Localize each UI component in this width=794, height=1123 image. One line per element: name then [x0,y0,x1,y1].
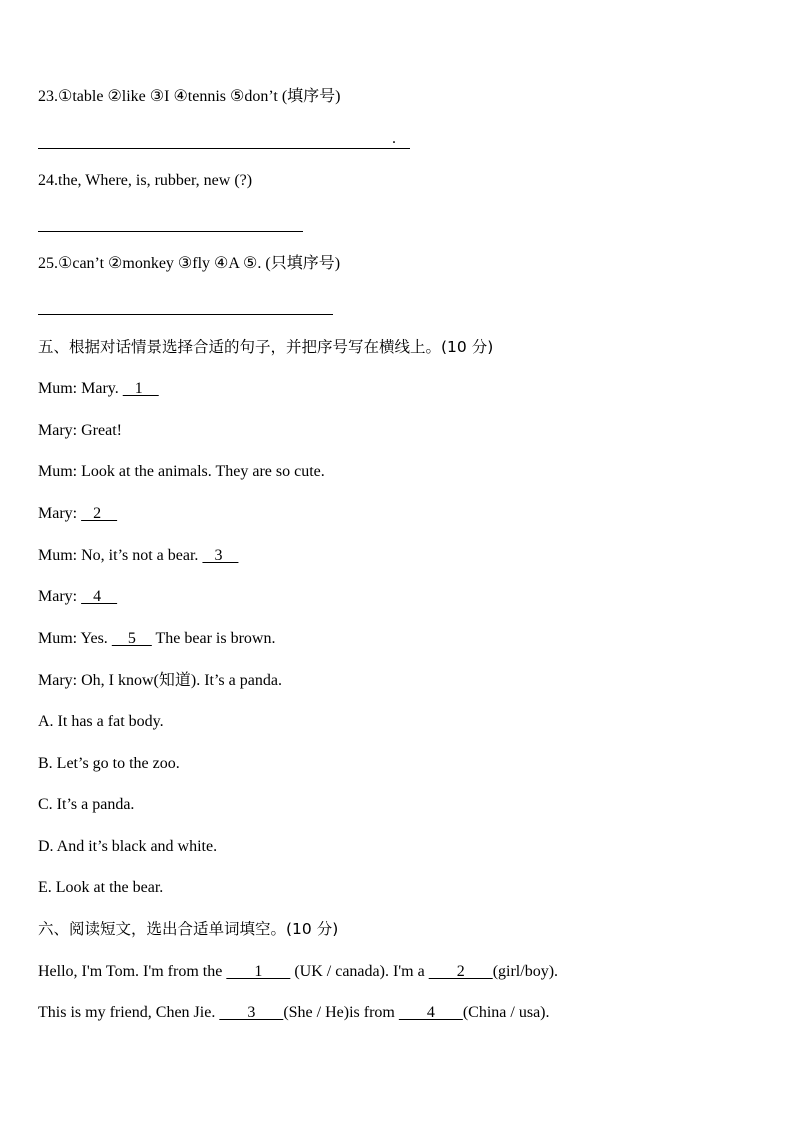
answer-line-24[interactable] [38,231,303,232]
passage-blank-1[interactable]: 1 [226,963,291,980]
section-5-heading: 五、根据对话情景选择合适的句子，并把序号写在横线上。(10 分) [38,338,494,356]
dialogue-blank-2[interactable]: 2 [81,505,118,522]
dialogue-line-7 [38,629,275,649]
dialogue-speaker-text: Mary: [38,505,82,522]
dialogue-speaker-text: Mary: [38,588,82,605]
dialogue-blank-4[interactable]: 4 [81,588,118,605]
passage-blank-4[interactable]: 4 [398,1004,463,1021]
dialogue-line-5 [38,546,238,566]
passage-text: Hello, I'm Tom. I'm from the [38,963,227,980]
dialogue-speaker-text: Mum: Look at the animals. They are so cute. [38,463,325,480]
dialogue-line-3 [38,462,325,482]
passage-text: This is my friend, Chen Jie. [38,1004,220,1021]
option-b: B. Let’s go to the zoo. [38,755,180,772]
passage-text: (China / usa). [462,1004,550,1021]
answer-line-23[interactable] [38,148,410,149]
question-24: 24.the, Where, is, rubber, new (?) [38,172,253,189]
dialogue-trailing-text: The bear is brown. [151,630,276,647]
dialogue-blank-3[interactable]: 3 [202,547,239,564]
option-c: C. It’s a panda. [38,796,135,813]
passage-line-2 [38,1003,550,1023]
section-6-heading: 六、阅读短文，选出合适单词填空。(10 分) [38,920,339,938]
passage-blank-3[interactable]: 3 [219,1004,284,1021]
dialogue-line-1 [38,379,159,399]
dialogue-blank-1[interactable]: 1 [122,380,159,397]
answer-line-23-period: . [392,130,396,147]
passage-blank-2[interactable]: 2 [428,963,493,980]
dialogue-speaker-text: Mum: No, it’s not a bear. [38,547,203,564]
option-d: D. And it’s black and white. [38,838,218,855]
option-a: A. It has a fat body. [38,713,164,730]
dialogue-speaker-text: Mary: Great! [38,422,122,439]
dialogue-line-6 [38,587,117,607]
dialogue-line-8 [38,671,282,691]
passage-text: (She / He)is from [283,1004,399,1021]
answer-line-25[interactable] [38,314,333,315]
question-23: 23.①table ②like ③I ④tennis ⑤don’t (填序号) [38,88,341,105]
option-e: E. Look at the bear. [38,879,164,896]
passage-text: (girl/boy). [492,963,559,980]
passage-line-1 [38,962,558,982]
dialogue-blank-5[interactable]: 5 [111,630,152,647]
dialogue-speaker-text: Mum: Mary. [38,380,123,397]
dialogue-speaker-text: Mum: Yes. [38,630,112,647]
passage-text: (UK / canada). I'm a [290,963,429,980]
dialogue-speaker-text: Mary: Oh, I know(知道). It’s a panda. [38,672,282,689]
dialogue-line-2 [38,421,122,441]
dialogue-line-4 [38,504,117,524]
question-25: 25.①can’t ②monkey ③fly ④A ⑤. (只填序号) [38,255,341,272]
